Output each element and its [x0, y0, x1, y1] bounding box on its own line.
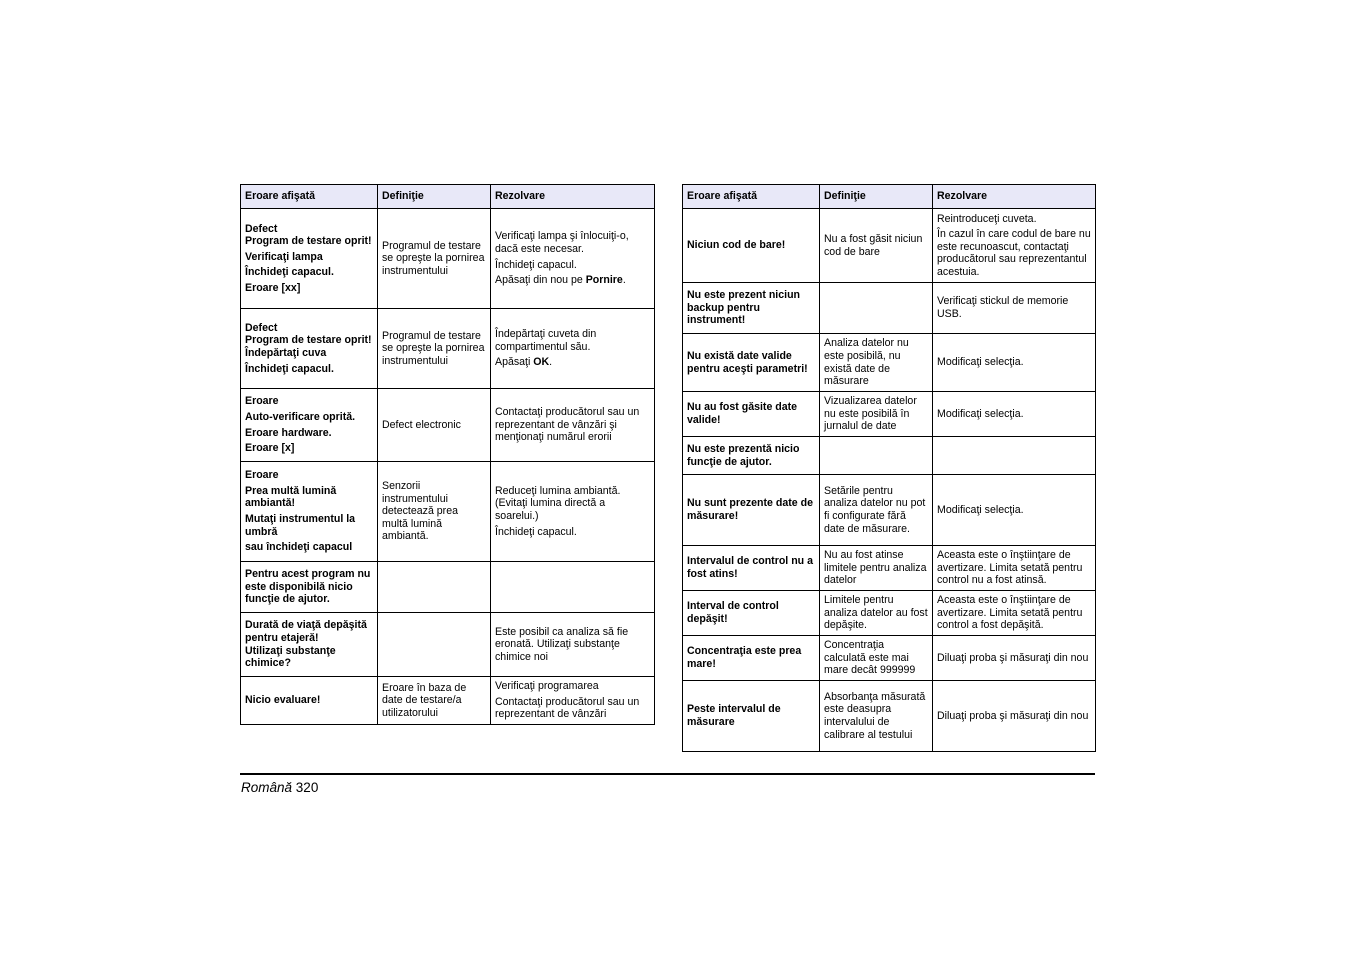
resolution-cell: [933, 636, 1096, 681]
error-text: sau închideţi capacul: [245, 541, 353, 554]
error-text: Verificaţi lampa: [245, 250, 323, 263]
resolution-text: [495, 526, 650, 539]
definition-cell: [820, 437, 933, 475]
error-text: Nu este prezentă nicio funcţie de ajutor.: [687, 442, 800, 468]
definition-cell: [820, 546, 933, 591]
page-footer: [241, 780, 318, 795]
error-text: Prea multă lumină ambiantă!: [245, 484, 337, 510]
definition-text: Eroare în baza de date de testare/a utilizatorului: [382, 681, 467, 719]
error-text: Defect Program de testare oprit!: [245, 222, 372, 248]
resolution-text-part: Este posibil ca analiza să fie eronată. Utilizaţi substanţe chimice noi: [495, 625, 629, 663]
resolution-cell: [933, 283, 1096, 334]
resolution-text-suffix: .: [549, 356, 553, 369]
error-cell: [683, 681, 820, 752]
resolution-cell: [491, 613, 655, 677]
error-text: Interval de control depăşit!: [687, 600, 779, 625]
table-body: [683, 209, 1096, 752]
resolution-cell: [933, 475, 1096, 546]
definition-cell: [820, 681, 933, 752]
error-text: Eroare [xx]: [245, 281, 301, 294]
error-text: Nu este prezent niciun backup pentru instrument!: [687, 289, 801, 327]
table-row: [683, 437, 1096, 475]
resolution-text: [495, 259, 650, 272]
resolution-text: [495, 626, 650, 664]
error-cell: [683, 546, 820, 591]
definition-cell: [820, 636, 933, 681]
error-cell: [241, 677, 378, 725]
error-cell: [241, 613, 378, 677]
error-cell: [683, 209, 820, 283]
table-row: [683, 334, 1096, 392]
resolution-text: [495, 696, 650, 721]
error-cell: [683, 437, 820, 475]
table-row: [241, 462, 655, 562]
definition-text: Limitele pentru analiza datelor au fost depăşite.: [824, 594, 928, 632]
error-cell: [241, 209, 378, 309]
header-error-displayed: Eroare afişată: [683, 185, 820, 209]
definition-cell: [378, 462, 491, 562]
table-row: [683, 283, 1096, 334]
definition-text: Programul de testare se opreşte la pornirea instrumentului: [382, 239, 485, 277]
resolution-text: [937, 594, 1091, 632]
error-text: Eroare: [245, 395, 279, 408]
definition-cell: [378, 562, 491, 613]
header-definition: Definiţie: [820, 185, 933, 209]
resolution-text-part: Verificaţi stickul de memorie USB.: [937, 295, 1069, 320]
resolution-text: [937, 652, 1091, 665]
resolution-text-part: Verificaţi programarea: [495, 680, 599, 693]
table-row: [241, 562, 655, 613]
error-text: Închideţi capacul.: [245, 266, 334, 279]
resolution-cell: [933, 334, 1096, 392]
resolution-key-label: OK: [533, 356, 550, 369]
error-text: Nu au fost găsite date valide!: [687, 401, 798, 426]
definition-cell: [378, 209, 491, 309]
error-cell: [683, 591, 820, 636]
table-row: [683, 475, 1096, 546]
page-number: 320: [295, 780, 319, 795]
table-row: [241, 613, 655, 677]
resolution-text-part: Contactaţi producătorul sau un reprezentant de vânzări şi menţionaţi numărul erorii: [495, 406, 640, 444]
resolution-text: [937, 710, 1091, 723]
table-body: [241, 209, 655, 725]
resolution-text-part: Diluaţi proba şi măsuraţi din nou: [937, 709, 1089, 722]
resolution-text-part: Verificaţi lampa şi înlocuiţi-o, dacă este necesar.: [495, 230, 629, 255]
error-text: Peste intervalul de măsurare: [687, 703, 781, 728]
resolution-text: [495, 485, 650, 523]
error-text: Nu sunt prezente date de măsurare!: [687, 497, 813, 522]
resolution-text: [937, 549, 1091, 587]
table-row: [683, 209, 1096, 283]
resolution-text-part: Contactaţi producătorul sau un reprezentant de vânzări: [495, 695, 640, 721]
resolution-cell: [933, 392, 1096, 437]
resolution-text-part: Modificaţi selecţia.: [937, 356, 1024, 369]
resolution-text: [937, 295, 1091, 320]
resolution-text: [495, 680, 650, 693]
resolution-text-part: Reintroduceţi cuveta.: [937, 212, 1037, 225]
resolution-cell: [491, 562, 655, 613]
definition-cell: [820, 392, 933, 437]
error-cell: [241, 309, 378, 389]
error-text: Durată de viaţă depăşită pentru etajeră! Utilizaţi substanţe chimice?: [245, 619, 367, 670]
error-text: Auto-verificare oprită.: [245, 410, 356, 423]
error-cell: [683, 475, 820, 546]
error-text: Mutaţi instrumentul la umbră: [245, 513, 356, 538]
resolution-text: [495, 274, 650, 287]
resolution-cell: [933, 546, 1096, 591]
error-cell: [683, 392, 820, 437]
resolution-cell: [491, 677, 655, 725]
resolution-key-label: Pornire: [585, 274, 623, 287]
error-cell: [241, 562, 378, 613]
resolution-text: [495, 356, 650, 369]
resolution-cell: [933, 437, 1096, 475]
table-row: [683, 546, 1096, 591]
error-text: Defect Program de testare oprit! Îndepărtaţi cuva: [245, 321, 372, 359]
error-cell: [241, 389, 378, 462]
resolution-text: [937, 228, 1091, 278]
resolution-text-part: Aceasta este o înştiinţare de avertizare. Limita setată pentru control nu a fost atinsă.: [937, 549, 1083, 587]
table-row: [241, 389, 655, 462]
table-row: [241, 677, 655, 725]
error-text: Nicio evaluare!: [245, 694, 321, 707]
table-row: [683, 681, 1096, 752]
header-resolution: Rezolvare: [491, 185, 655, 209]
resolution-text-part: În cazul în care codul de bare nu este recunoascut, contactaţi producătorul sau reprezentantul acestuia.: [937, 228, 1091, 278]
definition-text: Senzorii instrumentului detectează prea multă lumină ambiantă.: [382, 480, 458, 543]
error-text: Niciun cod de bare!: [687, 239, 786, 252]
error-text: Eroare hardware.: [245, 426, 332, 439]
resolution-text-part: Diluaţi proba şi măsuraţi din nou: [937, 651, 1089, 664]
footer-rule: [240, 773, 1095, 775]
definition-text: Nu au fost atinse limitele pentru analiza datelor: [824, 549, 927, 587]
error-text: Pentru acest program nu este disponibilă nicio funcţie de ajutor.: [245, 568, 371, 606]
resolution-text-part: Apăsaţi din nou pe: [495, 274, 586, 287]
error-cell: [683, 283, 820, 334]
definition-cell: [378, 613, 491, 677]
error-cell: [241, 462, 378, 562]
resolution-text-part: Închideţi capacul.: [495, 525, 577, 538]
table-header-row: [241, 185, 655, 209]
resolution-cell: [933, 681, 1096, 752]
resolution-text-part: Reduceţi lumina ambiantă. (Evitaţi lumina directă a soarelui.): [495, 484, 621, 522]
resolution-text-part: Închideţi capacul.: [495, 258, 577, 271]
definition-text: Programul de testare se opreşte la pornirea instrumentului: [382, 329, 485, 367]
error-cell: [683, 334, 820, 392]
header-resolution: Rezolvare: [933, 185, 1096, 209]
resolution-text: [495, 328, 650, 353]
resolution-cell: [491, 389, 655, 462]
table-row: [683, 591, 1096, 636]
definition-text: Analiza datelor nu este posibilă, nu există date de măsurare: [824, 337, 909, 388]
definition-text: Defect electronic: [382, 418, 461, 431]
resolution-cell: [933, 591, 1096, 636]
resolution-text: [937, 213, 1091, 226]
resolution-text: [937, 504, 1091, 517]
resolution-cell: [933, 209, 1096, 283]
error-table-left: [240, 184, 655, 725]
error-table-right: [682, 184, 1096, 752]
error-text: Închideţi capacul.: [245, 362, 334, 375]
definition-cell: [820, 591, 933, 636]
definition-cell: [378, 677, 491, 725]
definition-text: Concentraţia calculată este mai mare decât 999999: [824, 639, 916, 677]
definition-text: Setările pentru analiza datelor nu pot fi configurate fără date de măsurare.: [824, 484, 926, 535]
definition-cell: [378, 309, 491, 389]
table-header-row: [683, 185, 1096, 209]
error-text: Intervalul de control nu a fost atins!: [687, 555, 813, 580]
resolution-text: [937, 356, 1091, 369]
error-cell: [683, 636, 820, 681]
error-text: Eroare: [245, 469, 279, 482]
resolution-text-part: Modificaţi selecţia.: [937, 503, 1024, 516]
resolution-text: [495, 406, 650, 444]
resolution-text-suffix: .: [622, 274, 626, 287]
definition-cell: [820, 475, 933, 546]
error-text: Concentraţia este prea mare!: [687, 645, 802, 670]
table-row: [683, 636, 1096, 681]
definition-text: Vizualizarea datelor nu este posibilă în jurnalul de date: [824, 395, 917, 433]
table-row: [241, 209, 655, 309]
table-row: [241, 309, 655, 389]
header-definition: Definiţie: [378, 185, 491, 209]
resolution-text-part: Îndepărtaţi cuveta din compartimentul său.: [495, 328, 597, 353]
definition-cell: [820, 334, 933, 392]
error-text: Eroare [x]: [245, 442, 295, 455]
resolution-text-part: Aceasta este o înştiinţare de avertizare. Limita setată pentru control a fost depăşită.: [937, 594, 1083, 632]
definition-text: Absorbanţa măsurată este deasupra intervalului de calibrare al testului: [824, 690, 926, 741]
resolution-cell: [491, 209, 655, 309]
footer-language: Română: [241, 780, 293, 795]
definition-cell: [820, 283, 933, 334]
resolution-text: [937, 408, 1091, 421]
resolution-text-part: Modificaţi selecţia.: [937, 407, 1024, 420]
header-error-displayed: Eroare afişată: [241, 185, 378, 209]
table-row: [683, 392, 1096, 437]
definition-cell: [378, 389, 491, 462]
definition-text: Nu a fost găsit niciun cod de bare: [824, 232, 923, 258]
resolution-text: [495, 230, 650, 255]
definition-cell: [820, 209, 933, 283]
resolution-cell: [491, 309, 655, 389]
resolution-text-part: Apăsaţi: [495, 356, 534, 369]
error-text: Nu există date valide pentru aceşti parametri!: [687, 349, 808, 375]
resolution-cell: [491, 462, 655, 562]
